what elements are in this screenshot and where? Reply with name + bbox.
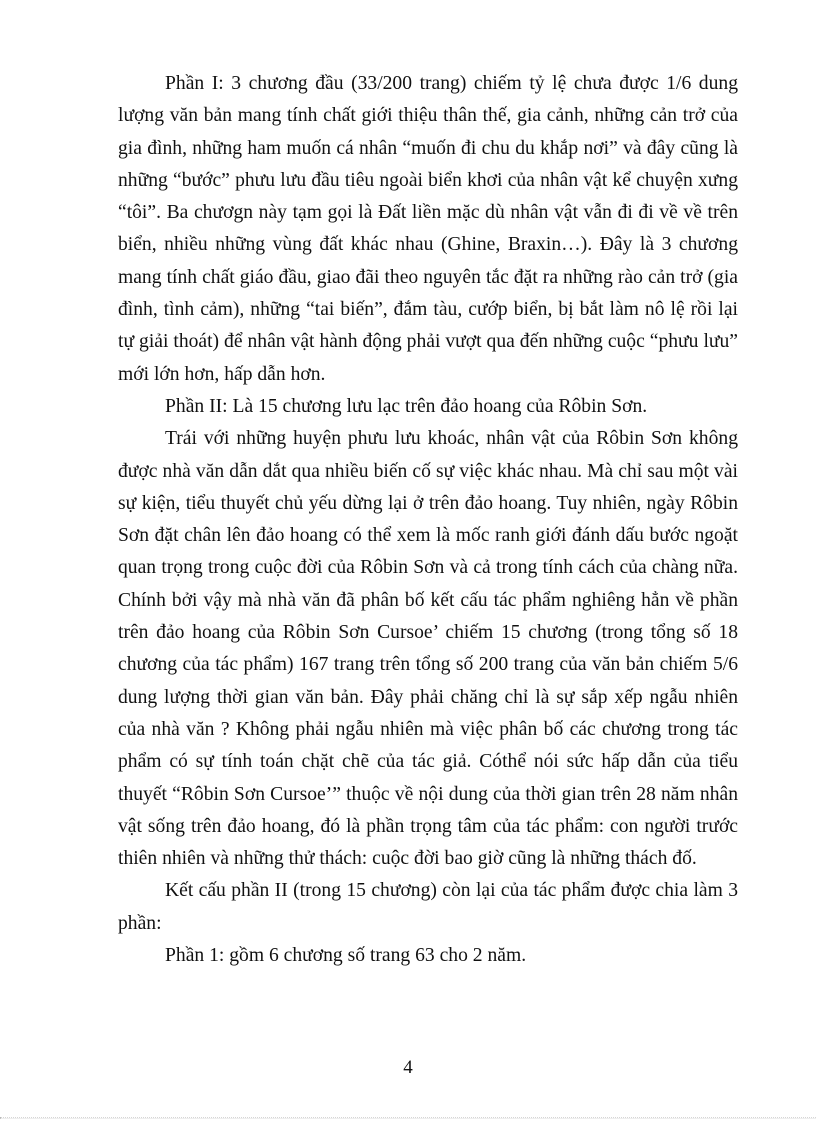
paragraph-analysis: Trái với những huyện phưu lưu khoác, nhân vật của Rôbin Sơn không được nhà văn dẫn dắt qua nhiều biến cố sự việc khác nhau. Mà chỉ sau một vài sự kiện, tiểu thuyết chủ yếu dừng lại ở trên đảo hoang. Tuy nhiên, ngày Rôbin Sơn đặt chân lên đảo hoang có thể xem là mốc ranh giới đánh dấu bước ngoặt quan trọng trong cuộc đời của Rôbin Sơn và cả trong tính cách của chàng nữa. Chính bởi vậy mà nhà văn đã phân bố kết cấu tác phẩm nghiêng hẳn về phần trên đảo hoang của Rôbin Sơn Cursoe’ chiếm 15 chương (trong tổng số 18 chương của tác phẩm) 167 trang trên tổng số 200 trang của văn bản chiếm 5/6 dung lượng thời gian văn bản. Đây phải chăng chỉ là sự sắp xếp ngẫu nhiên của nhà văn ? Không phải ngẫu nhiên mà việc phân bố các chương trong tác phẩm có sự tính toán chặt chẽ của tác giả. Cóthể nói sức hấp dẫn của tiểu thuyết “Rôbin Sơn Cursoe’” thuộc về nội dung của thời gian trên 28 năm nhân vật sống trên đảo hoang, đó là phần trọng tâm của tác phẩm: con người trước thiên nhiên và những thử thách: cuộc đời bao giờ cũng là những thách đố. bbox=[118, 428, 738, 870]
page-number: 4 bbox=[403, 1057, 413, 1078]
page-bottom-divider bbox=[0, 1117, 816, 1119]
paragraph-part-one: Phần I: 3 chương đầu (33/200 trang) chiếm tỷ lệ chưa được 1/6 dung lượng văn bản mang tính chất giới thiệu thân thế, gia cảnh, những cản trở của gia đình, những ham muốn cá nhân “muốn đi chu du khắp nơi” và đây cũng là những “bước” phưu lưu đầu tiêu ngoài biển khơi của nhân vật kể chuyện xưng “tôi”. Ba chươgn này tạm gọi là Đất liền mặc dù nhân vật vẫn đi đi về về trên biển, nhiều những vùng đất khác nhau (Ghine, Braxin…). Đây là 3 chương mang tính chất giáo đầu, giao đãi theo nguyên tắc đặt ra những rào cản trở (gia đình, tình cảm), những “tai biến”, đắm tàu, cướp biển, bị bắt làm nô lệ rồi lại tự giải thoát) để nhân vật hành động phải vượt qua đến những cuộc “phưu lưu” mới lớn hơn, hấp dẫn hơn. bbox=[118, 73, 738, 385]
paragraph-part-two: Phần II: Là 15 chương lưu lạc trên đảo hoang của Rôbin Sơn. bbox=[165, 395, 648, 417]
paragraph-section-one: Phần 1: gồm 6 chương số trang 63 cho 2 năm. bbox=[165, 945, 527, 967]
paragraph-structure: Kết cấu phần II (trong 15 chương) còn lại của tác phẩm được chia làm 3 phần: bbox=[118, 880, 738, 934]
document-body bbox=[118, 68, 738, 972]
